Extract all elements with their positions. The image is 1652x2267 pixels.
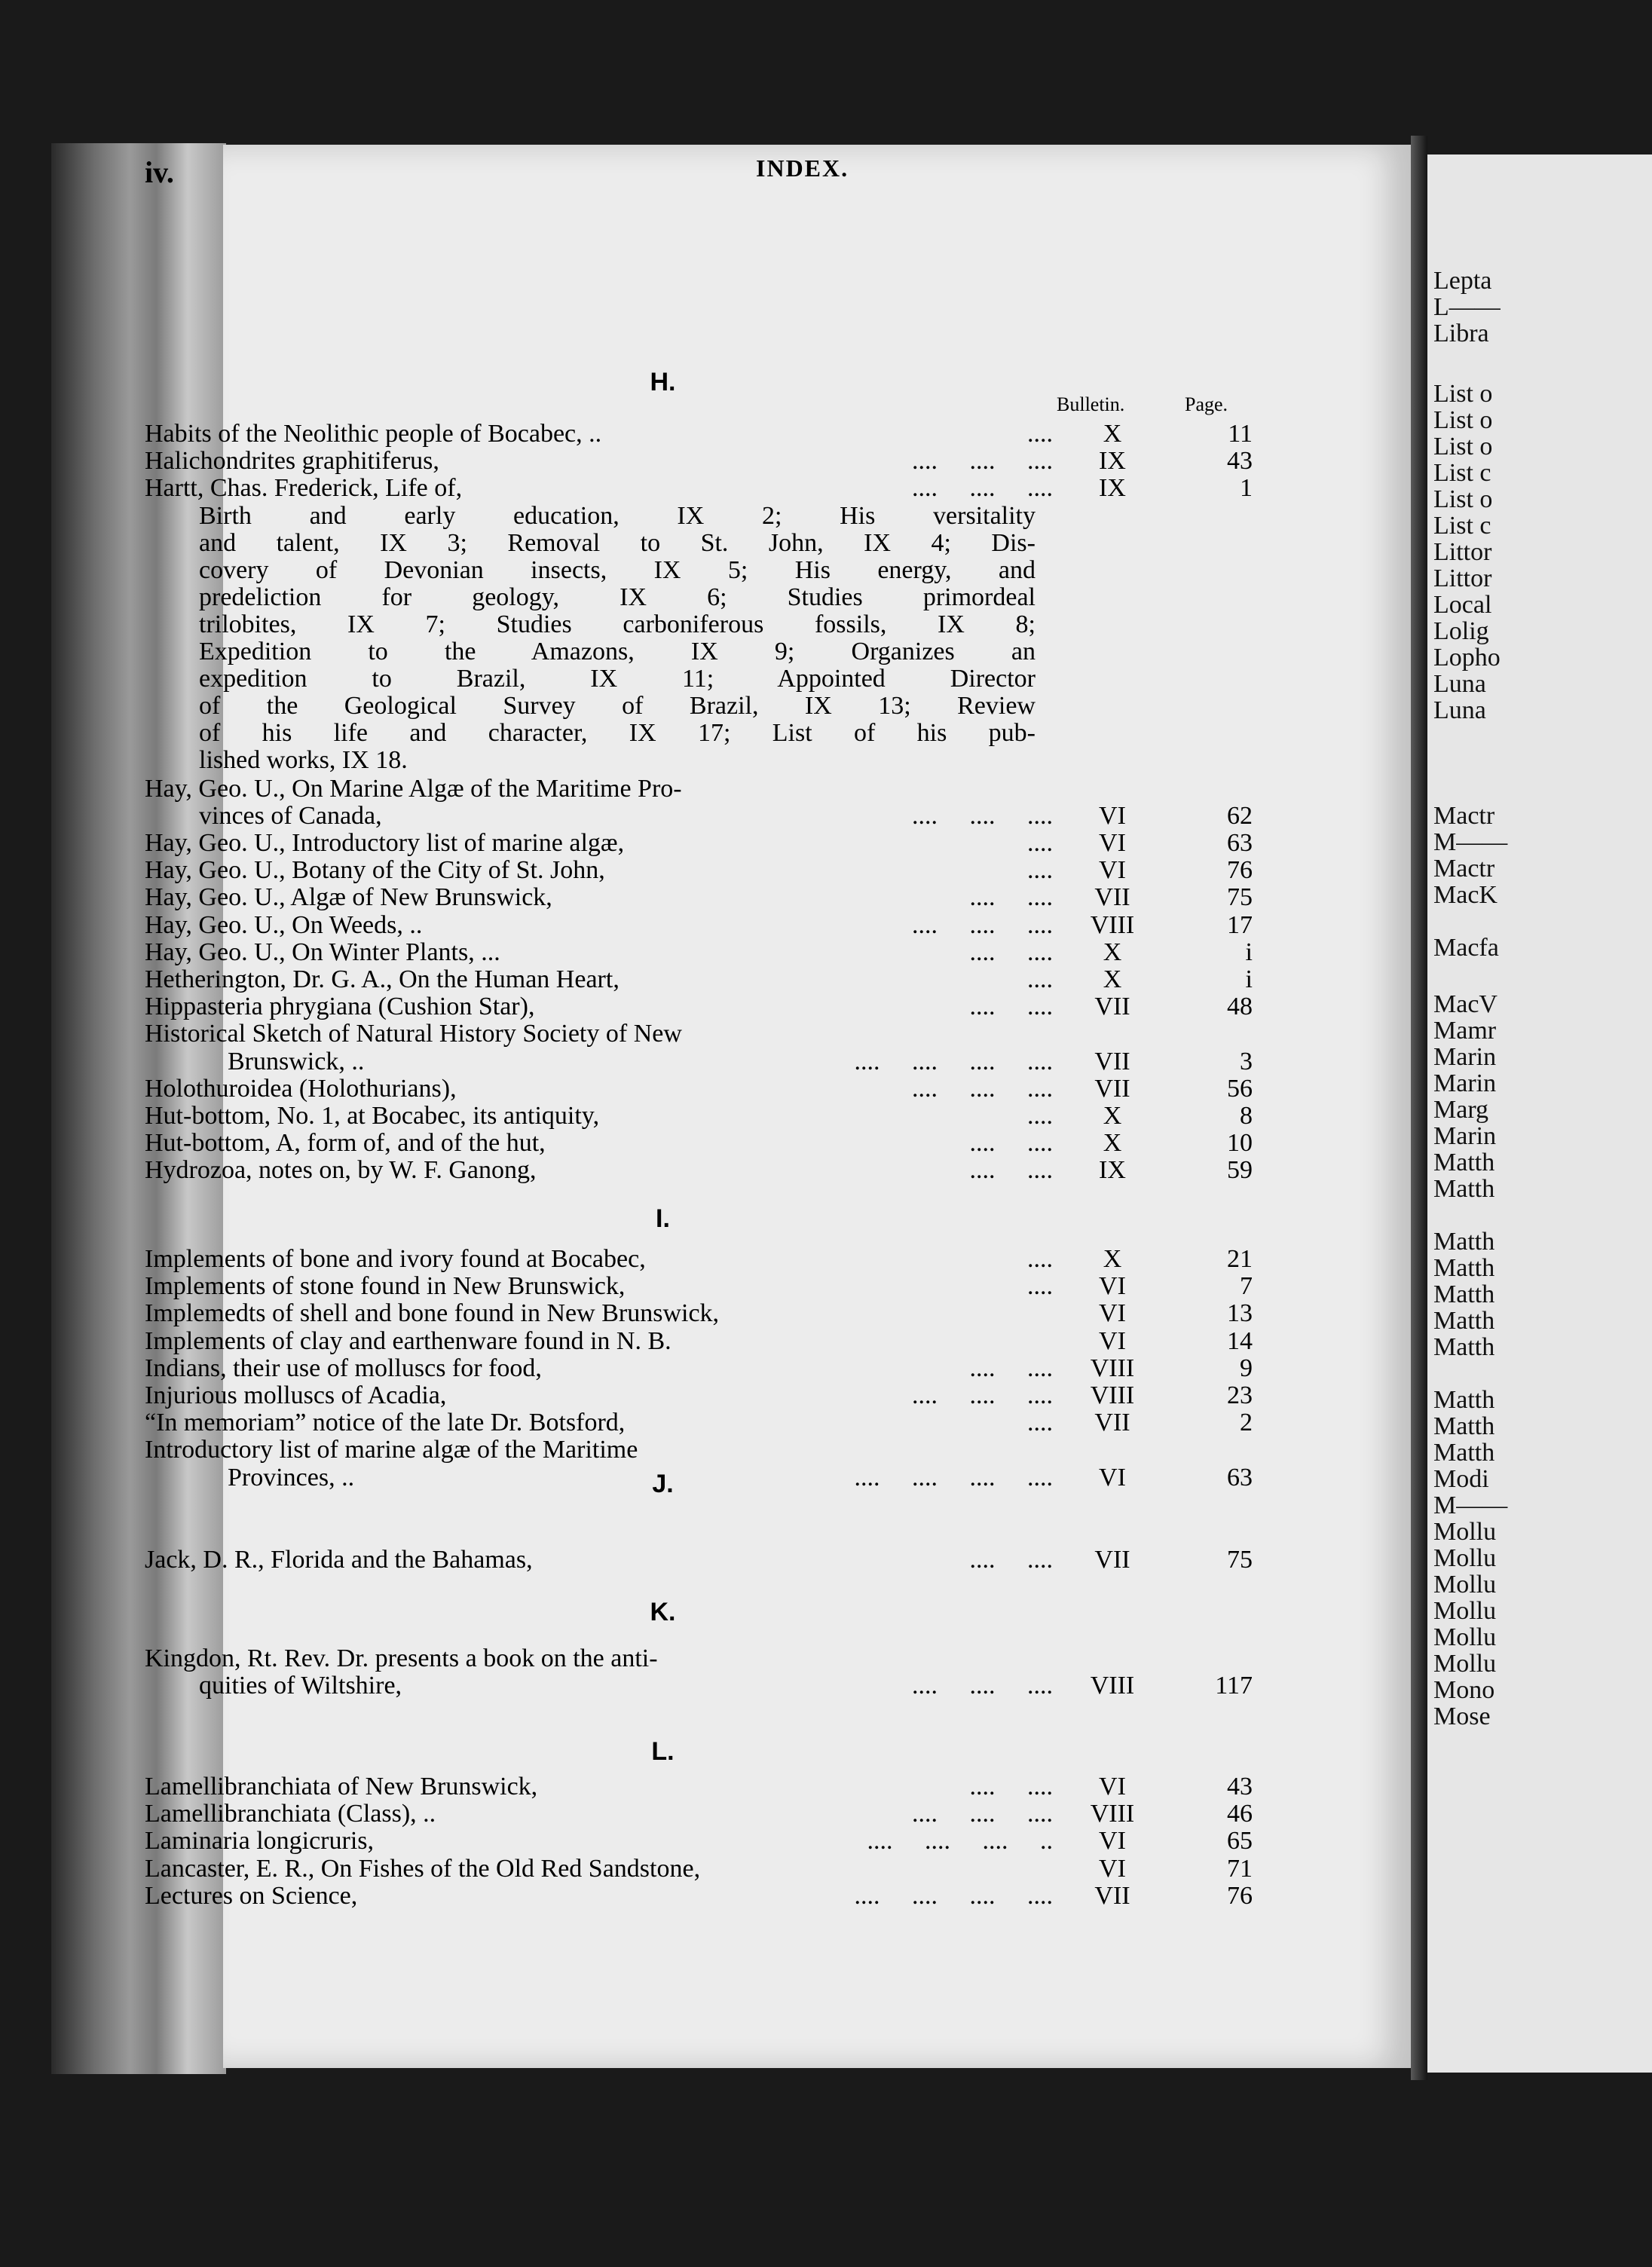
page-number: 17 xyxy=(1227,910,1253,939)
page-number: i xyxy=(1245,965,1253,993)
page-folio: iv. xyxy=(145,155,174,189)
section-letter-heading: H. xyxy=(650,368,676,396)
bulletin-number: VIII xyxy=(1090,1354,1135,1382)
page-number: 14 xyxy=(1227,1326,1253,1355)
page-number: 46 xyxy=(1227,1800,1253,1828)
facing-page-line-fragment: Luna xyxy=(1433,670,1486,698)
entry-title: Implemedts of shell and bone found in New Brunswick, xyxy=(145,1299,720,1328)
page-number: 76 xyxy=(1227,1881,1253,1910)
column-header-page: Page. xyxy=(1185,393,1228,415)
facing-page-line-fragment: Mollu xyxy=(1433,1571,1497,1599)
bulletin-number: VI xyxy=(1099,1272,1126,1301)
section-letter-heading: K. xyxy=(650,1598,676,1626)
bulletin-number: IX xyxy=(1099,1156,1126,1185)
page-number: 1 xyxy=(1240,474,1253,503)
entry-title: Hartt, Chas. Frederick, Life of, xyxy=(145,474,463,503)
page-number: 23 xyxy=(1227,1381,1253,1409)
facing-page-line-fragment: M—— xyxy=(1433,1491,1508,1519)
index-entry xyxy=(145,965,1253,993)
page-number: 48 xyxy=(1227,993,1253,1021)
bulletin-number: VIII xyxy=(1090,1672,1135,1700)
leader-dots: .... xyxy=(1027,829,1053,857)
page-number: 75 xyxy=(1227,1546,1253,1574)
facing-page-line-fragment: Lolig xyxy=(1433,617,1489,645)
index-entry xyxy=(145,910,1253,939)
entry-title: Hydrozoa, notes on, by W. F. Ganong, xyxy=(145,1156,537,1185)
entry-title: Jack, D. R., Florida and the Bahamas, xyxy=(145,1546,533,1574)
page-number: 2 xyxy=(1240,1409,1253,1437)
page-number: 8 xyxy=(1240,1102,1253,1130)
facing-page-line-fragment: Matth xyxy=(1433,1439,1495,1467)
paragraph-line: of the Geological Survey of Brazil, IX 13; Review xyxy=(199,691,1036,720)
entry-title: Lamellibranchiata of New Brunswick, xyxy=(145,1773,538,1800)
leader-dots: .... .... .... xyxy=(912,447,1053,476)
leader-dots: .... .... .... .... xyxy=(854,1047,1053,1075)
page-number: 11 xyxy=(1228,420,1253,448)
bulletin-number: VII xyxy=(1094,883,1130,912)
bulletin-number: VI xyxy=(1099,1854,1126,1883)
leader-dots: .... xyxy=(1027,420,1053,448)
index-entry xyxy=(145,420,1253,448)
bulletin-number: VII xyxy=(1094,1546,1130,1574)
index-entry xyxy=(145,829,1253,857)
paragraph-line: of his life and character, IX 17; List of his pub- xyxy=(199,718,1036,747)
facing-page-line-fragment: Littor xyxy=(1433,538,1492,566)
facing-page-line-fragment: MacK xyxy=(1433,881,1498,909)
bulletin-number: VI xyxy=(1099,1299,1126,1328)
bulletin-number: VI xyxy=(1099,1773,1126,1800)
paragraph-line: lished works, IX 18. xyxy=(199,745,408,774)
page-number: 56 xyxy=(1227,1074,1253,1103)
section-letter-heading: I. xyxy=(656,1204,670,1233)
page-number: 43 xyxy=(1227,447,1253,476)
leader-dots: .... .... xyxy=(969,1129,1053,1158)
leader-dots: .... .... xyxy=(969,1773,1053,1800)
bulletin-number: VII xyxy=(1094,993,1130,1021)
facing-page xyxy=(1427,154,1652,2073)
page-number: 13 xyxy=(1227,1299,1253,1328)
index-entry xyxy=(145,1881,1253,1910)
facing-page-line-fragment: Marin xyxy=(1433,1069,1497,1097)
facing-page-line-fragment: Matth xyxy=(1433,1280,1495,1308)
paragraph-line: expedition to Brazil, IX 11; Appointed Director xyxy=(199,664,1036,693)
bulletin-number: VIII xyxy=(1090,1381,1135,1409)
index-entry xyxy=(145,1245,1253,1273)
facing-page-line-fragment: Matth xyxy=(1433,1412,1495,1440)
facing-page-line-fragment: Marin xyxy=(1433,1043,1497,1071)
facing-page-line-fragment: Mollu xyxy=(1433,1597,1497,1625)
leader-dots: .... .... .... xyxy=(912,1800,1053,1828)
index-entry xyxy=(145,1156,1253,1185)
leader-dots: .... .... .... xyxy=(912,474,1053,503)
page-number: 65 xyxy=(1227,1827,1253,1856)
facing-page-line-fragment: Mactr xyxy=(1433,855,1495,883)
facing-page-line-fragment: List o xyxy=(1433,406,1493,434)
page-number: 7 xyxy=(1240,1272,1253,1301)
page-number: 62 xyxy=(1227,801,1253,830)
index-entry xyxy=(145,1773,1253,1800)
index-entry xyxy=(145,1326,1253,1355)
index-entry xyxy=(145,1129,1253,1158)
entry-title: Hay, Geo. U., Introductory list of marine algæ, xyxy=(145,829,625,857)
entry-title: Provinces, .. xyxy=(228,1463,355,1491)
paragraph-line: and talent, IX 3; Removal to St. John, IX 4; Dis- xyxy=(199,528,1036,557)
entry-title: Hay, Geo. U., Algæ of New Brunswick, xyxy=(145,883,552,912)
entry-title: Introductory list of marine algæ of the Maritime xyxy=(145,1436,638,1464)
leader-dots: .... .... xyxy=(969,1546,1053,1574)
facing-page-line-fragment: Mollu xyxy=(1433,1623,1497,1651)
entry-title: vinces of Canada, xyxy=(199,801,382,830)
entry-title: Lancaster, E. R., On Fishes of the Old Red Sandstone, xyxy=(145,1854,701,1883)
entry-title: Habits of the Neolithic people of Bocabec, .. xyxy=(145,420,602,448)
running-title: INDEX. xyxy=(756,154,849,182)
entry-title: Historical Sketch of Natural History Society of New xyxy=(145,1020,682,1048)
entry-title: Hut-bottom, A, form of, and of the hut, xyxy=(145,1129,546,1158)
index-entry xyxy=(145,1354,1253,1382)
entry-title: Hay, Geo. U., On Winter Plants, ... xyxy=(145,938,500,966)
index-entry xyxy=(145,993,1253,1021)
leader-dots: .... xyxy=(1027,1245,1053,1273)
bulletin-number: VI xyxy=(1099,856,1126,885)
index-entry xyxy=(145,474,1253,503)
leader-dots: .... .... xyxy=(969,993,1053,1021)
entry-title: Holothuroidea (Holothurians), xyxy=(145,1074,457,1103)
page-number: 43 xyxy=(1227,1773,1253,1800)
entry-title: Halichondrites graphitiferus, xyxy=(145,447,439,476)
book-gutter xyxy=(1411,136,1427,2080)
index-entry xyxy=(145,801,1253,830)
paragraph-line: covery of Devonian insects, IX 5; His energy, and xyxy=(199,555,1036,584)
index-entry xyxy=(145,1672,1253,1700)
bulletin-number: X xyxy=(1103,1245,1122,1273)
index-entry xyxy=(145,883,1253,912)
facing-page-line-fragment: Lepta xyxy=(1433,267,1492,295)
facing-page-line-fragment: List c xyxy=(1433,459,1491,487)
page-number: 59 xyxy=(1227,1156,1253,1185)
leader-dots: .... .... .... xyxy=(912,1672,1053,1700)
index-entry xyxy=(145,1827,1253,1856)
facing-page-line-fragment: Mamr xyxy=(1433,1017,1497,1045)
page-number: i xyxy=(1245,938,1253,966)
bulletin-number: VIII xyxy=(1090,1800,1135,1828)
entry-title: Injurious molluscs of Acadia, xyxy=(145,1381,447,1409)
paragraph-line: trilobites, IX 7; Studies carboniferous fossils, IX 8; xyxy=(199,610,1036,638)
index-entry xyxy=(145,1074,1253,1103)
facing-page-line-fragment: Macfa xyxy=(1433,934,1499,962)
bulletin-number: X xyxy=(1103,1102,1122,1130)
facing-page-line-fragment: Mollu xyxy=(1433,1650,1497,1678)
page-number: 63 xyxy=(1227,1463,1253,1491)
entry-title: Brunswick, .. xyxy=(228,1047,365,1075)
facing-page-line-fragment: Matth xyxy=(1433,1333,1495,1361)
entry-title: Hetherington, Dr. G. A., On the Human Heart, xyxy=(145,965,620,993)
leader-dots: .... .... .... xyxy=(912,910,1053,939)
index-entry xyxy=(145,1102,1253,1130)
leader-dots: .... xyxy=(1027,1102,1053,1130)
page-number: 9 xyxy=(1240,1354,1253,1382)
facing-page-line-fragment: Matth xyxy=(1433,1228,1495,1256)
bulletin-number: X xyxy=(1103,965,1122,993)
facing-page-line-fragment: Matth xyxy=(1433,1307,1495,1335)
facing-page-line-fragment: Mollu xyxy=(1433,1544,1497,1572)
facing-page-line-fragment: Modi xyxy=(1433,1465,1489,1493)
entry-title: Hut-bottom, No. 1, at Bocabec, its antiquity, xyxy=(145,1102,600,1130)
page-number: 63 xyxy=(1227,829,1253,857)
index-entry xyxy=(145,938,1253,966)
facing-page-line-fragment: Marg xyxy=(1433,1096,1489,1124)
entry-title: Implements of bone and ivory found at Bocabec, xyxy=(145,1245,646,1273)
page-number: 3 xyxy=(1240,1047,1253,1075)
entry-title: Implements of clay and earthenware found in N. B. xyxy=(145,1326,672,1355)
facing-page-line-fragment: Mactr xyxy=(1433,802,1495,830)
facing-page-line-fragment: MacV xyxy=(1433,990,1498,1018)
column-header-bulletin: Bulletin. xyxy=(1057,393,1125,415)
bulletin-number: VI xyxy=(1099,1827,1126,1856)
leader-dots: .... .... .... .... xyxy=(854,1881,1053,1910)
index-entry xyxy=(145,1854,1253,1883)
leader-dots: .... .... .... xyxy=(912,1074,1053,1103)
entry-title: Hay, Geo. U., Botany of the City of St. John, xyxy=(145,856,605,885)
index-entry xyxy=(145,1272,1253,1301)
facing-page-line-fragment: Matth xyxy=(1433,1149,1495,1176)
bulletin-number: VII xyxy=(1094,1881,1130,1910)
paragraph-line: predeliction for geology, IX 6; Studies primordeal xyxy=(199,583,1036,611)
leader-dots: .... .... xyxy=(969,883,1053,912)
section-letter-heading: J. xyxy=(652,1470,674,1498)
facing-page-line-fragment: Matth xyxy=(1433,1175,1495,1203)
index-entry xyxy=(145,1381,1253,1409)
page-number: 21 xyxy=(1227,1245,1253,1273)
page-number: 75 xyxy=(1227,883,1253,912)
paragraph-line: Expedition to the Amazons, IX 9; Organizes an xyxy=(199,637,1036,665)
index-entry xyxy=(145,447,1253,476)
bulletin-number: X xyxy=(1103,938,1122,966)
entry-title: quities of Wiltshire, xyxy=(199,1672,402,1700)
page-number: 117 xyxy=(1215,1672,1253,1700)
paragraph-line: Birth and early education, IX 2; His versitality xyxy=(199,501,1036,530)
entry-title: Hay, Geo. U., On Weeds, .. xyxy=(145,910,423,939)
index-entry xyxy=(145,1047,1253,1075)
facing-page-line-fragment: Mollu xyxy=(1433,1518,1497,1546)
facing-page-line-fragment: List o xyxy=(1433,380,1493,408)
bulletin-number: VIII xyxy=(1090,910,1135,939)
bulletin-number: X xyxy=(1103,1129,1122,1158)
leader-dots: .... .... xyxy=(969,938,1053,966)
facing-page-line-fragment: Mono xyxy=(1433,1676,1495,1704)
index-entry xyxy=(145,1645,1181,1672)
bulletin-number: VI xyxy=(1099,1463,1126,1491)
entry-title: Implements of stone found in New Brunswick, xyxy=(145,1272,626,1301)
entry-title: Lamellibranchiata (Class), .. xyxy=(145,1800,436,1828)
leader-dots: .... .... xyxy=(969,1156,1053,1185)
facing-page-line-fragment: Matth xyxy=(1433,1386,1495,1414)
leader-dots: .... xyxy=(1027,965,1053,993)
entry-title: Lectures on Science, xyxy=(145,1881,358,1910)
entry-title: Indians, their use of molluscs for food, xyxy=(145,1354,542,1382)
bulletin-number: VI xyxy=(1099,1326,1126,1355)
entry-title: Hippasteria phrygiana (Cushion Star), xyxy=(145,993,535,1021)
entry-title: Hay, Geo. U., On Marine Algæ of the Maritime Pro- xyxy=(145,774,682,803)
facing-page-line-fragment: Lopho xyxy=(1433,644,1501,672)
index-entry xyxy=(145,856,1253,885)
entry-title: Laminaria longicruris, xyxy=(145,1827,375,1856)
bulletin-number: VII xyxy=(1094,1409,1130,1437)
section-letter-heading: L. xyxy=(651,1737,675,1766)
facing-page-line-fragment: Libra xyxy=(1433,320,1489,347)
facing-page-line-fragment: Littor xyxy=(1433,564,1492,592)
bulletin-number: IX xyxy=(1099,447,1126,476)
leader-dots: .... .... .... xyxy=(912,801,1053,830)
bulletin-number: VI xyxy=(1099,801,1126,830)
entry-description-paragraph xyxy=(199,503,1036,774)
facing-page-line-fragment: Mose xyxy=(1433,1703,1491,1730)
facing-page-line-fragment: M—— xyxy=(1433,828,1508,856)
bulletin-number: VII xyxy=(1094,1074,1130,1103)
facing-page-line-fragment: List o xyxy=(1433,485,1493,513)
facing-page-line-fragment: Local xyxy=(1433,591,1492,619)
leader-dots: .... .... xyxy=(969,1354,1053,1382)
leader-dots: .... xyxy=(1027,856,1053,885)
index-entry xyxy=(145,1299,1253,1328)
index-entry xyxy=(145,1409,1253,1437)
page-number: 76 xyxy=(1227,856,1253,885)
leader-dots: .... .... .... .... xyxy=(854,1463,1053,1491)
leader-dots: .... xyxy=(1027,1272,1053,1301)
index-entry xyxy=(145,1436,1181,1464)
leader-dots: .... xyxy=(1027,1409,1053,1437)
page-number: 10 xyxy=(1227,1129,1253,1158)
bulletin-number: VII xyxy=(1094,1047,1130,1075)
index-entry xyxy=(145,776,1181,803)
facing-page-line-fragment: Marin xyxy=(1433,1122,1497,1150)
index-entry xyxy=(145,1020,1181,1048)
facing-page-line-fragment: List o xyxy=(1433,433,1493,460)
leader-dots: .... .... .... .. xyxy=(867,1827,1053,1856)
leader-dots: .... .... .... xyxy=(912,1381,1053,1409)
bulletin-number: X xyxy=(1103,420,1122,448)
index-entry xyxy=(145,1546,1253,1574)
page-number: 71 xyxy=(1227,1854,1253,1883)
facing-page-line-fragment: L—— xyxy=(1433,293,1501,321)
bulletin-number: VI xyxy=(1099,829,1126,857)
index-entry xyxy=(145,1800,1253,1828)
facing-page-line-fragment: List c xyxy=(1433,512,1491,540)
entry-title: Kingdon, Rt. Rev. Dr. presents a book on the anti- xyxy=(145,1644,658,1672)
bulletin-number: IX xyxy=(1099,474,1126,503)
facing-page-line-fragment: Luna xyxy=(1433,696,1486,724)
entry-title: “In memoriam” notice of the late Dr. Botsford, xyxy=(145,1409,626,1437)
facing-page-line-fragment: Matth xyxy=(1433,1254,1495,1282)
